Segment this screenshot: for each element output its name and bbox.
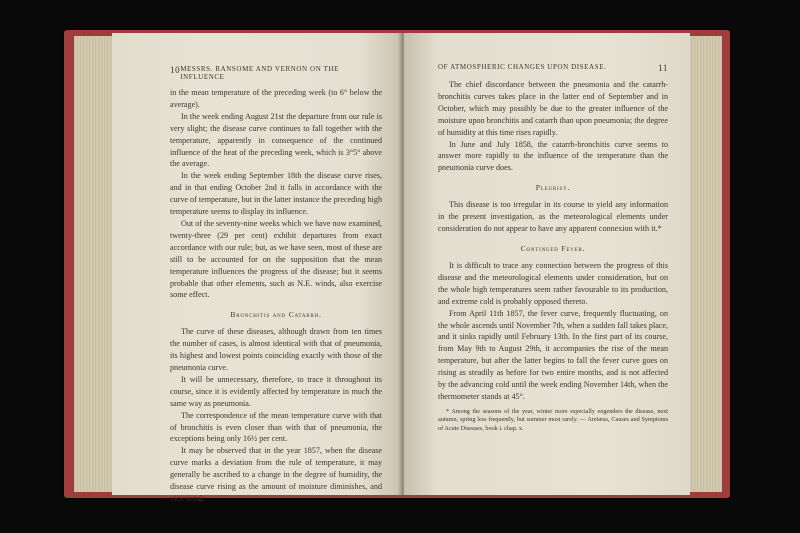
paragraph: Out of the seventy-nine weeks which we have now examined, twenty-three (29 per cent) exhibit departures from exact accordance with our rule; but, as we have seen, most of these are still to be accounted for on the supposition that the mean temperature influences the progress of the disease; but it seems probable that other elements, such as N.E. winds, also exercise some effect. [170, 218, 382, 300]
paragraph: in the mean temperature of the preceding week (to 6° below the average). [170, 88, 382, 109]
section-heading-bronchitis: Bronchitis and Catarrh. [230, 310, 322, 320]
section-heading-continued-fever: Continued Fever. [520, 243, 586, 253]
right-page-text [438, 79, 668, 433]
section-heading-pleurisy: Pleurisy. [535, 183, 571, 193]
footnote: * Among the seasons of the year, winter more especially engenders the disease, next autumn, spring less frequently, but summer most rarely. — Aretæus, Causes and Symptoms of Acute Diseases, book i. chap. x. [438, 407, 668, 432]
left-page-text [170, 87, 382, 505]
left-running-title: MESSRS. RANSOME AND VERNON ON THE INFLUENCE [180, 65, 339, 81]
paragraph: This disease is too irregular in its course to yield any information in the present investigation, as the meteorological elements under consideration do not appear to have any apparent connexion with it.* [438, 200, 668, 234]
paragraph: It is difficult to trace any connection between the progress of this disease and the meteorological elements under consideration, but on the whole high temperatures seem rather favourable to its production, and extreme cold is probably opposed thereto. [438, 260, 668, 306]
paragraph: From April 11th 1857, the fever curve, frequently fluctuating, on the whole ascends until November 7th, when a sudden fall takes place, and it sinks rapidly until February 13th. In the first part of its course, from May 9th to August 29th, it accompanies the rise of the mean temperature, but after the latter begins to fall the fever curve goes on rising as steadily as before for two entire months, and is not affected by the advancing cold until the week ending November 14th, when the thermometer stands at 45°. [438, 308, 668, 401]
paragraph: The correspondence of the mean temperature curve with that of bronchitis is even closer than with that of pneumonia, the exceptions being only 16½ per cent. [170, 410, 382, 444]
left-page-number: 10 [170, 65, 181, 75]
page-edges-right [688, 36, 722, 492]
paragraph: In June and July 1858, the catarrh-bronchitis curve seems to answer more rapidly to the influence of the temperature than the pneumonia curve does. [438, 139, 668, 173]
left-running-head [170, 65, 382, 81]
paragraph: The curve of these diseases, although drawn from ten times the number of cases, is almost identical with that of pneumonia, its highest and lowest points coinciding exactly with those of the pneumonia curve. [170, 327, 382, 373]
left-page [112, 33, 402, 503]
right-running-head [438, 63, 668, 73]
paragraph: It may be observed that in the year 1857, when the disease curve marks a deviation from the rule of temperature, it may generally be ascribed to a change in the degree of humidity, the disease curve rising as the amount of moisture diminishes, and vice versâ. [170, 446, 382, 503]
paragraph: In the week ending August 21st the departure from our rule is very slight; the disease curve continues to fall together with the temperature, apparently in consequence of the continued influence of the heat of the preceding week, which is 3°5° above the average. [170, 111, 382, 169]
right-page-number: 11 [658, 63, 668, 73]
paragraph: In the week ending September 18th the disease curve rises, and in that ending October 2nd it falls in accordance with the curve of temperature, but in the latter instance the preceding high temperature seems to display its influence. [170, 171, 382, 217]
right-page [404, 33, 690, 495]
paragraph: The chief discordance between the pneumonia and the catarrh-bronchitis curves takes place in the latter end of September and in October, which may possibly be due to the greater influence of the moisture upon bronchitis and catarrh than upon pneumonia; the degree of humidity at this time rises rapidly. [438, 80, 668, 137]
right-running-title: OF ATMOSPHERIC CHANGES UPON DISEASE. [438, 63, 607, 71]
paragraph: It will be unnecessary, therefore, to trace it throughout its course, since it is evidently affected by temperature in much the same way as pneumonia. [170, 374, 382, 408]
